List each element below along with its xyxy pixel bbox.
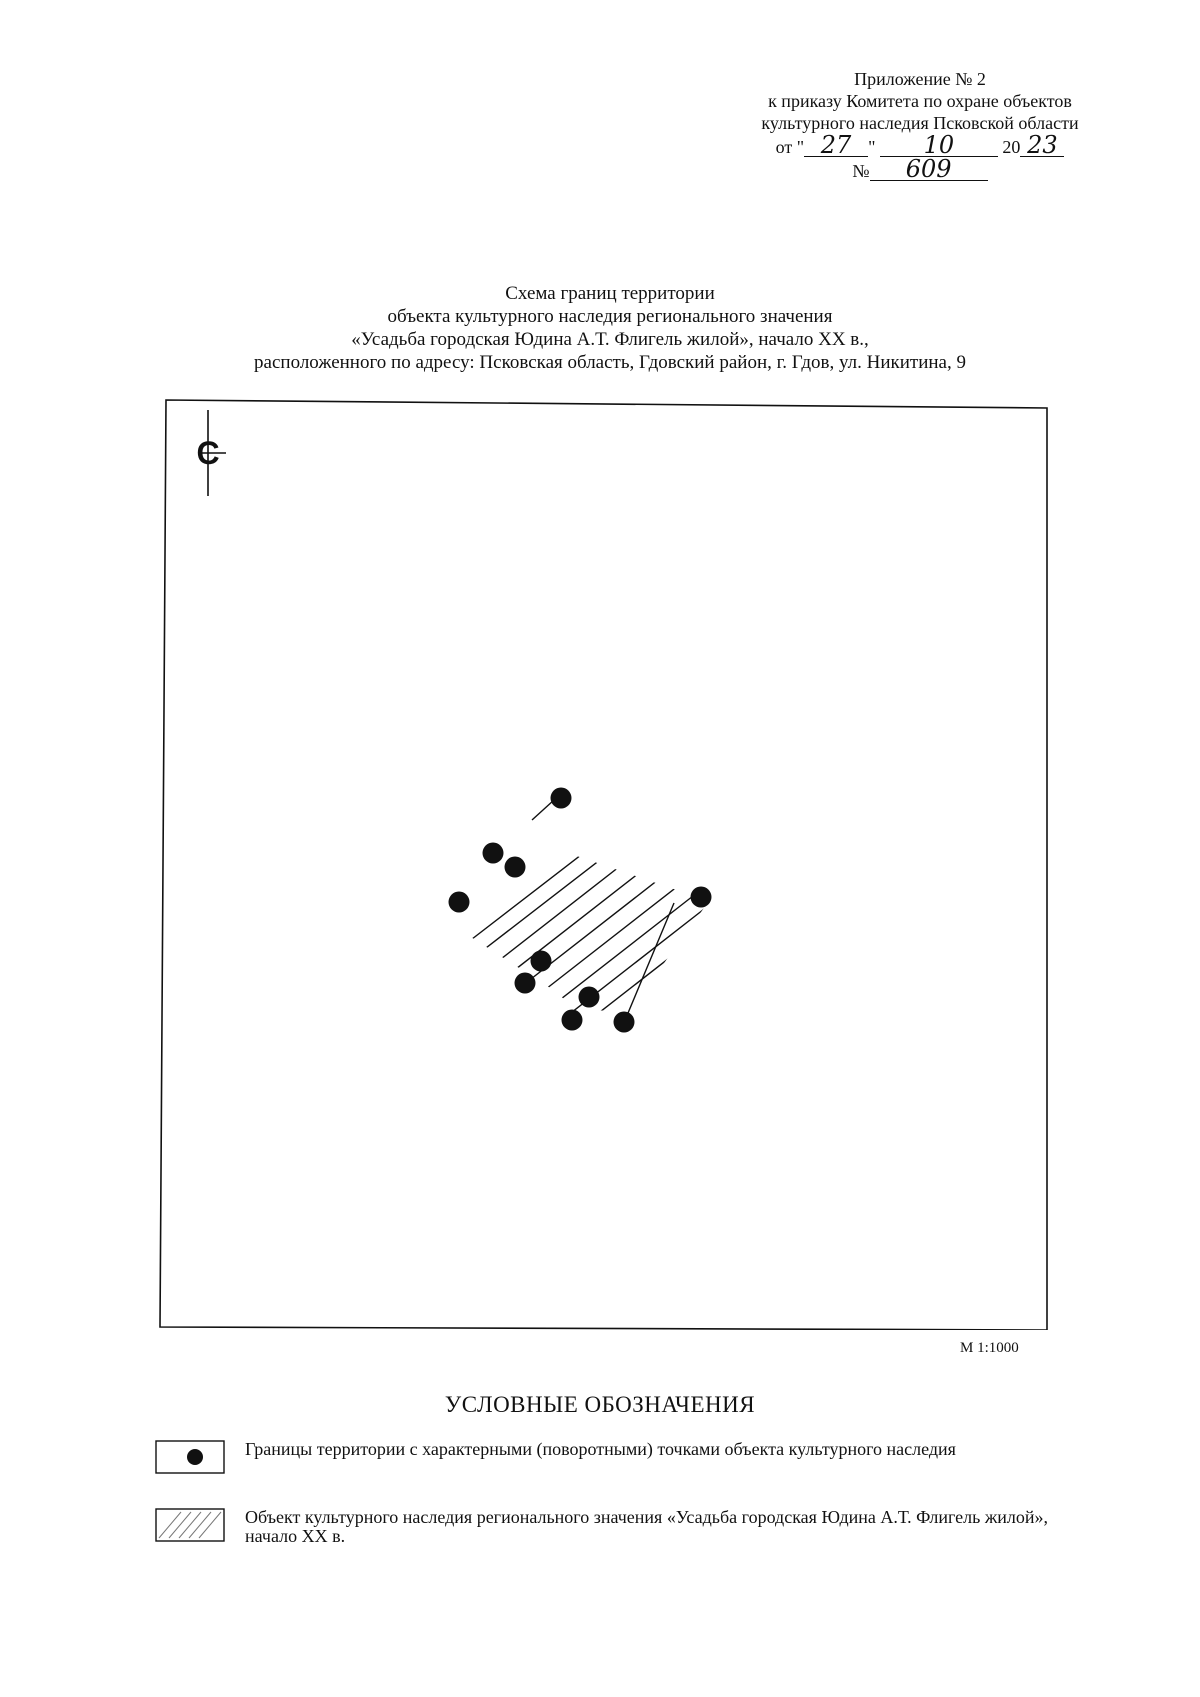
legend-item-label: Объект культурного наследия регионального значения «Усадьба городская Юдина А.Т. Флигель жилой», начало XX в. xyxy=(245,1507,1049,1546)
hatching-symbol-icon xyxy=(155,1508,225,1542)
order-date: от " 27 " 10 20 23 xyxy=(730,134,1110,158)
boundary-point xyxy=(483,843,504,864)
north-arrow-icon xyxy=(196,410,226,496)
order-number-value: 609 xyxy=(870,158,988,181)
order-number: № 609 xyxy=(730,158,1110,182)
boundary-points xyxy=(449,788,712,1033)
north-letter: С xyxy=(196,435,220,471)
map-border xyxy=(160,400,1047,1330)
boundary-point xyxy=(505,857,526,878)
scheme-title-line-4: расположенного по адресу: Псковская область, Гдовский район, г. Гдов, ул. Никитина, 9 xyxy=(254,352,966,373)
date-day: 27 xyxy=(804,134,868,157)
boundary-point xyxy=(562,1010,583,1031)
boundary-point-symbol-icon xyxy=(155,1440,225,1474)
boundary-map xyxy=(158,398,1048,1330)
appendix-number: Приложение № 2 xyxy=(854,69,986,89)
boundary-point xyxy=(449,892,470,913)
date-month: 10 xyxy=(880,134,998,157)
committee-name: культурного наследия Псковской области xyxy=(761,113,1079,133)
legend-item-label: Границы территории с характерными (поворотными) точками объекта культурного наследия xyxy=(245,1439,956,1459)
scheme-title-line-3: «Усадьба городская Юдина А.Т. Флигель жилой», начало XX в., xyxy=(351,329,869,350)
boundary-segment xyxy=(532,800,554,820)
boundary-point xyxy=(515,973,536,994)
order-reference: к приказу Комитета по охране объектов xyxy=(768,91,1072,111)
boundary-point xyxy=(579,987,600,1008)
appendix-header xyxy=(730,68,1110,182)
scheme-title xyxy=(150,282,1070,374)
scheme-title-line-2: объекта культурного наследия регионального значения xyxy=(387,306,833,327)
legend-title: УСЛОВНЫЕ ОБОЗНАЧЕНИЯ xyxy=(444,1392,756,1417)
boundary-point xyxy=(551,788,572,809)
boundary-segment xyxy=(623,903,674,1025)
map-scale: М 1:1000 xyxy=(960,1340,1019,1356)
date-year: 23 xyxy=(1020,134,1064,157)
boundary-point xyxy=(691,887,712,908)
scheme-title-line-1: Схема границ территории xyxy=(505,283,715,304)
boundary-point xyxy=(614,1012,635,1033)
boundary-point xyxy=(531,951,552,972)
map-svg xyxy=(158,398,1048,1330)
